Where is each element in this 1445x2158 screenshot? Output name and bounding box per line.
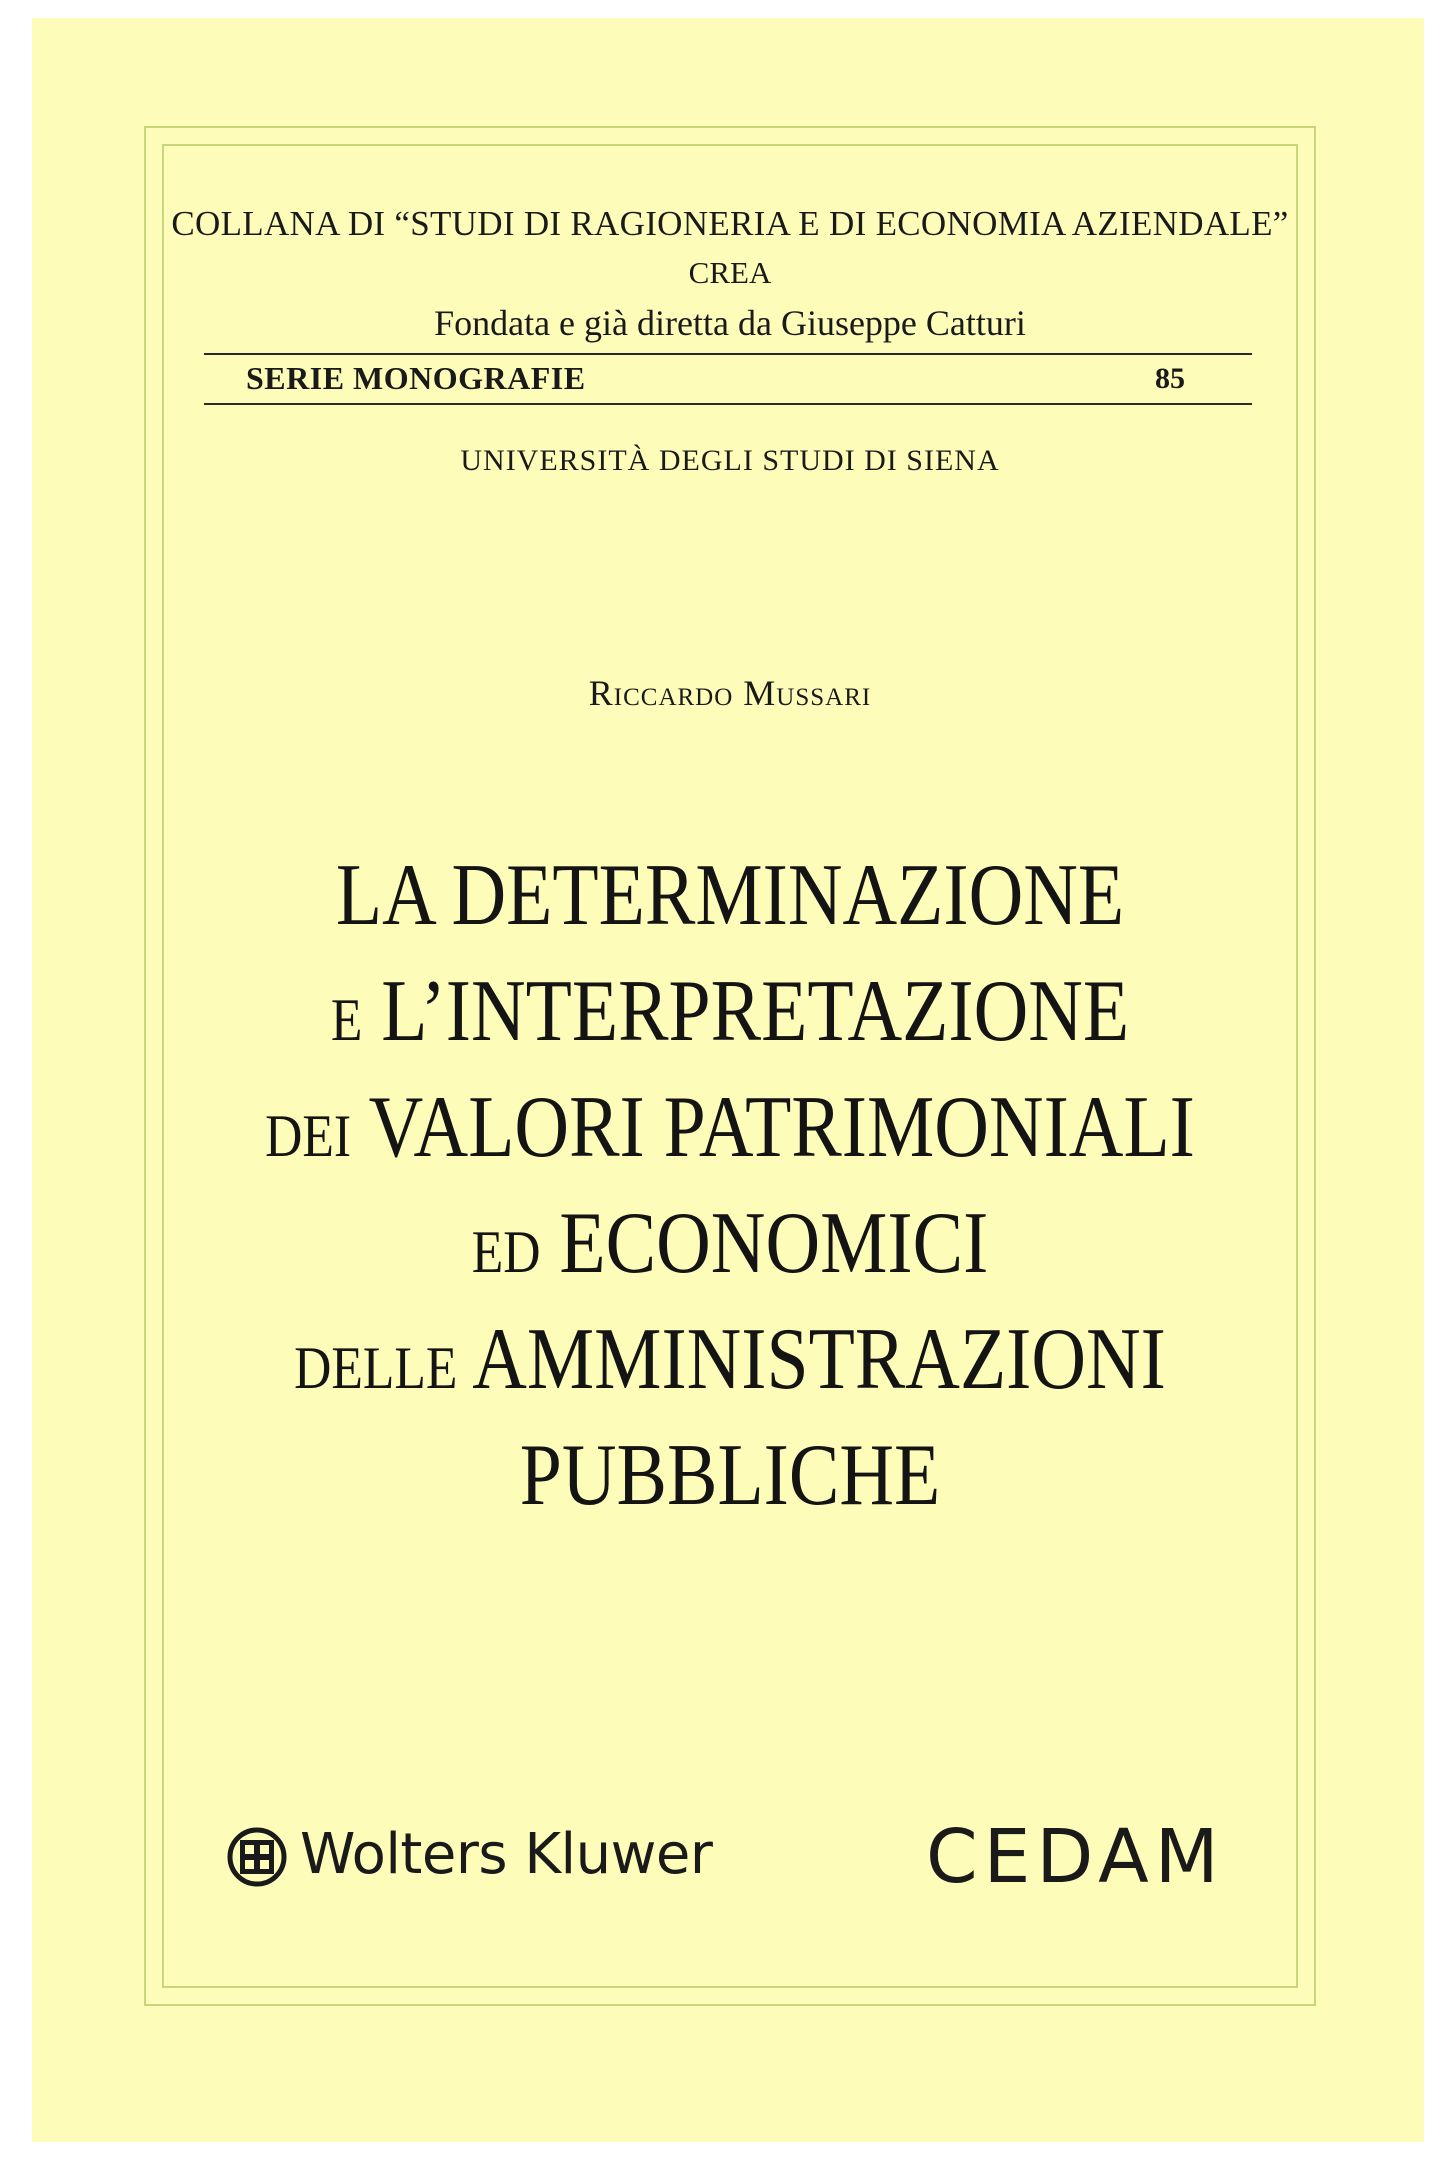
institution: UNIVERSITÀ DEGLI STUDI DI SIENA — [460, 444, 1000, 477]
publisher-wolters-kluwer: Wolters Kluwer — [300, 1822, 713, 1887]
series-title: COLLANA DI “STUDI DI RAGIONERIA E DI ECONOMIA AZIENDALE” — [171, 204, 1289, 243]
publisher-cedam: CEDAM — [926, 1814, 1225, 1900]
rule-top — [204, 353, 1252, 355]
serie-number: 85 — [1155, 362, 1185, 395]
book-title — [162, 838, 1298, 1534]
title-line-3: DEI VALORI PATRIMONIALI — [265, 1079, 1195, 1176]
title-line-2: E L’INTERPRETAZIONE — [330, 963, 1130, 1060]
title-line-4: ED ECONOMICI — [471, 1195, 989, 1292]
rule-bottom — [204, 403, 1252, 405]
series-founder: Fondata e già diretta da Giuseppe Catturi — [434, 303, 1026, 343]
serie-label: SERIE MONOGRAFIE — [246, 360, 586, 396]
wolters-kluwer-logo-icon — [226, 1826, 288, 1888]
title-line-6: PUBBLICHE — [519, 1427, 941, 1524]
title-line-1: LA DETERMINAZIONE — [335, 847, 1125, 944]
author-name: Riccardo Mussari — [588, 673, 872, 713]
series-subtitle: CREA — [688, 255, 772, 290]
title-line-5: DELLE AMMINISTRAZIONI — [294, 1311, 1166, 1408]
